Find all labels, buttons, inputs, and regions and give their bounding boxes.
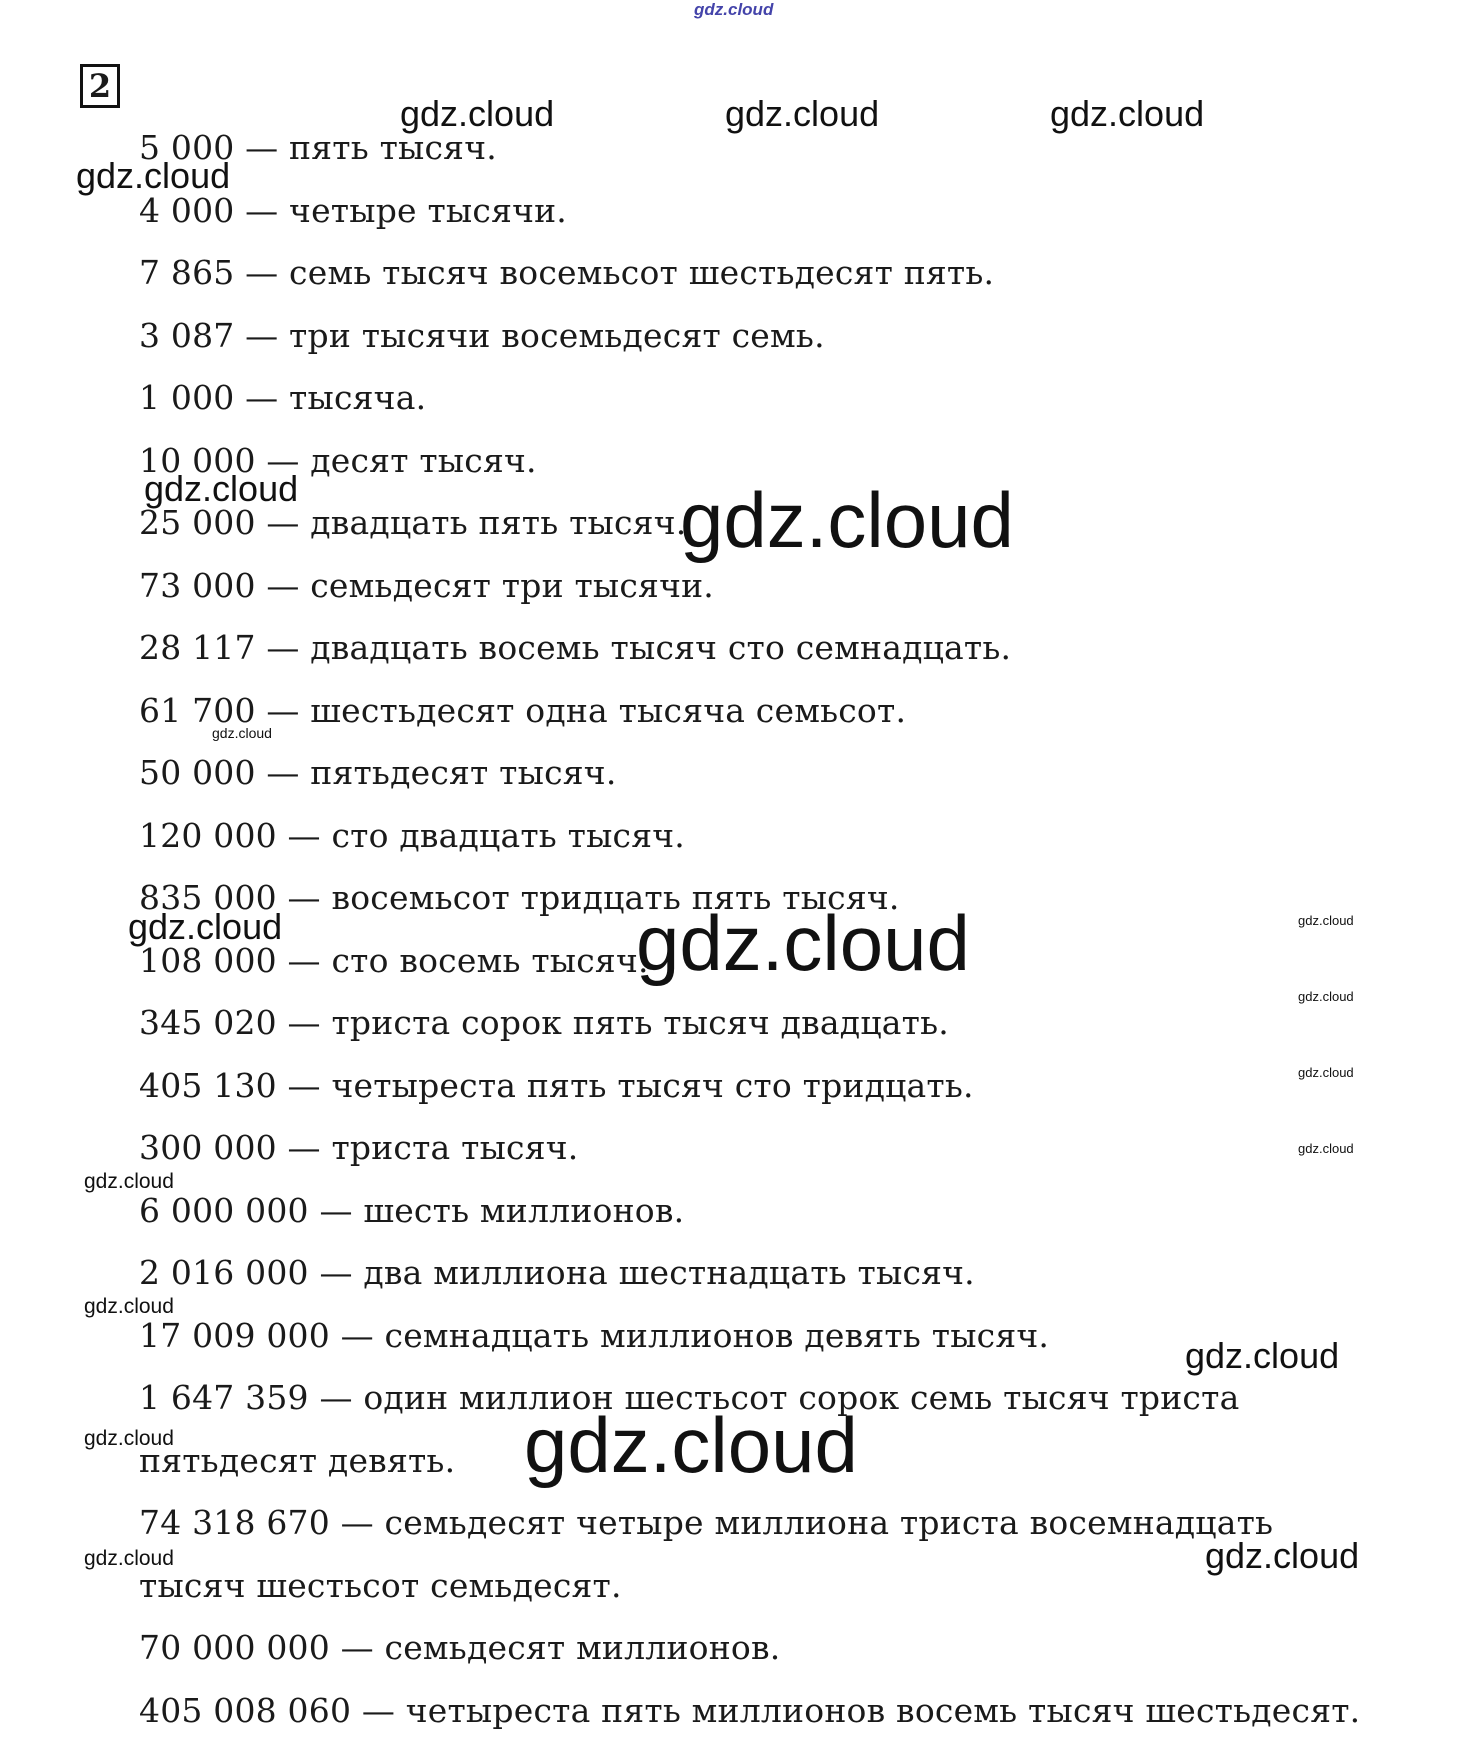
solution-line: пятьдесят девять. xyxy=(139,1436,1360,1499)
solution-line: 28 117 — двадцать восемь тысяч сто семнадцать. xyxy=(139,623,1360,686)
watermark: gdz.cloud xyxy=(84,1427,174,1451)
watermark: gdz.cloud xyxy=(1298,989,1354,1004)
solution-line: 6 000 000 — шесть миллионов. xyxy=(139,1186,1360,1249)
watermark: gdz.cloud xyxy=(725,93,879,135)
solution-line: 405 130 — четыреста пять тысяч сто тридцать. xyxy=(139,1061,1360,1124)
watermark: gdz.cloud xyxy=(84,1295,174,1319)
solution-line: 74 318 670 — семьдесят четыре миллиона триста восемнадцать xyxy=(139,1498,1360,1561)
watermark: gdz.cloud xyxy=(84,1547,174,1571)
watermark: gdz.cloud xyxy=(1298,1141,1354,1156)
solution-line: 73 000 — семьдесят три тысячи. xyxy=(139,561,1360,624)
solution-line: 61 700 — шестьдесят одна тысяча семьсот. xyxy=(139,686,1360,749)
solution-line: 108 000 — сто восемь тысяч. xyxy=(139,936,1360,999)
watermark: gdz.cloud xyxy=(1298,913,1354,928)
watermark: gdz.cloud xyxy=(128,906,282,948)
solution-line: 120 000 — сто двадцать тысяч. xyxy=(139,811,1360,874)
solution-line: 300 000 — триста тысяч. xyxy=(139,1123,1360,1186)
solution-line: 405 008 060 — четыреста пять миллионов восемь тысяч шестьдесят. xyxy=(139,1686,1360,1748)
watermark: gdz.cloud xyxy=(84,1170,174,1194)
watermark: gdz.cloud xyxy=(1205,1535,1359,1577)
solution-line: 1 647 359 — один миллион шестьсот сорок семь тысяч триста xyxy=(139,1373,1360,1436)
watermark: gdz.cloud xyxy=(212,725,272,741)
watermark: gdz.cloud xyxy=(400,93,554,135)
watermark: gdz.cloud xyxy=(1298,1065,1354,1080)
watermark: gdz.cloud xyxy=(76,155,230,197)
solution-line: 70 000 000 — семьдесят миллионов. xyxy=(139,1623,1360,1686)
solution-line: 1 000 — тысяча. xyxy=(139,373,1360,436)
solution-line: 2 016 000 — два миллиона шестнадцать тысяч. xyxy=(139,1248,1360,1311)
exercise-number: 2 xyxy=(80,64,120,108)
solution-line: 50 000 — пятьдесят тысяч. xyxy=(139,748,1360,811)
watermark: gdz.cloud xyxy=(636,898,970,989)
solution-line: 17 009 000 — семнадцать миллионов девять тысяч. xyxy=(139,1311,1360,1374)
solution-line: 7 865 — семь тысяч восемьсот шестьдесят пять. xyxy=(139,248,1360,311)
watermark: gdz.cloud xyxy=(524,1400,858,1491)
watermark-top: gdz.cloud xyxy=(694,0,773,20)
solution-line: 4 000 — четыре тысячи. xyxy=(139,186,1360,249)
watermark: gdz.cloud xyxy=(680,475,1014,566)
watermark: gdz.cloud xyxy=(1050,93,1204,135)
watermark: gdz.cloud xyxy=(144,468,298,510)
solution-line: 345 020 — триста сорок пять тысяч двадцать. xyxy=(139,998,1360,1061)
solution-line: 25 000 — двадцать пять тысяч. xyxy=(139,498,1360,561)
solution-line: 835 000 — восемьсот тридцать пять тысяч. xyxy=(139,873,1360,936)
solution-line: 5 000 — пять тысяч. xyxy=(139,123,1360,186)
solution-line: 3 087 — три тысячи восемьдесят семь. xyxy=(139,311,1360,374)
solution-line: тысяч шестьсот семьдесят. xyxy=(139,1561,1360,1624)
watermark: gdz.cloud xyxy=(1185,1335,1339,1377)
solution-line: 10 000 — десят тысяч. xyxy=(139,436,1360,499)
